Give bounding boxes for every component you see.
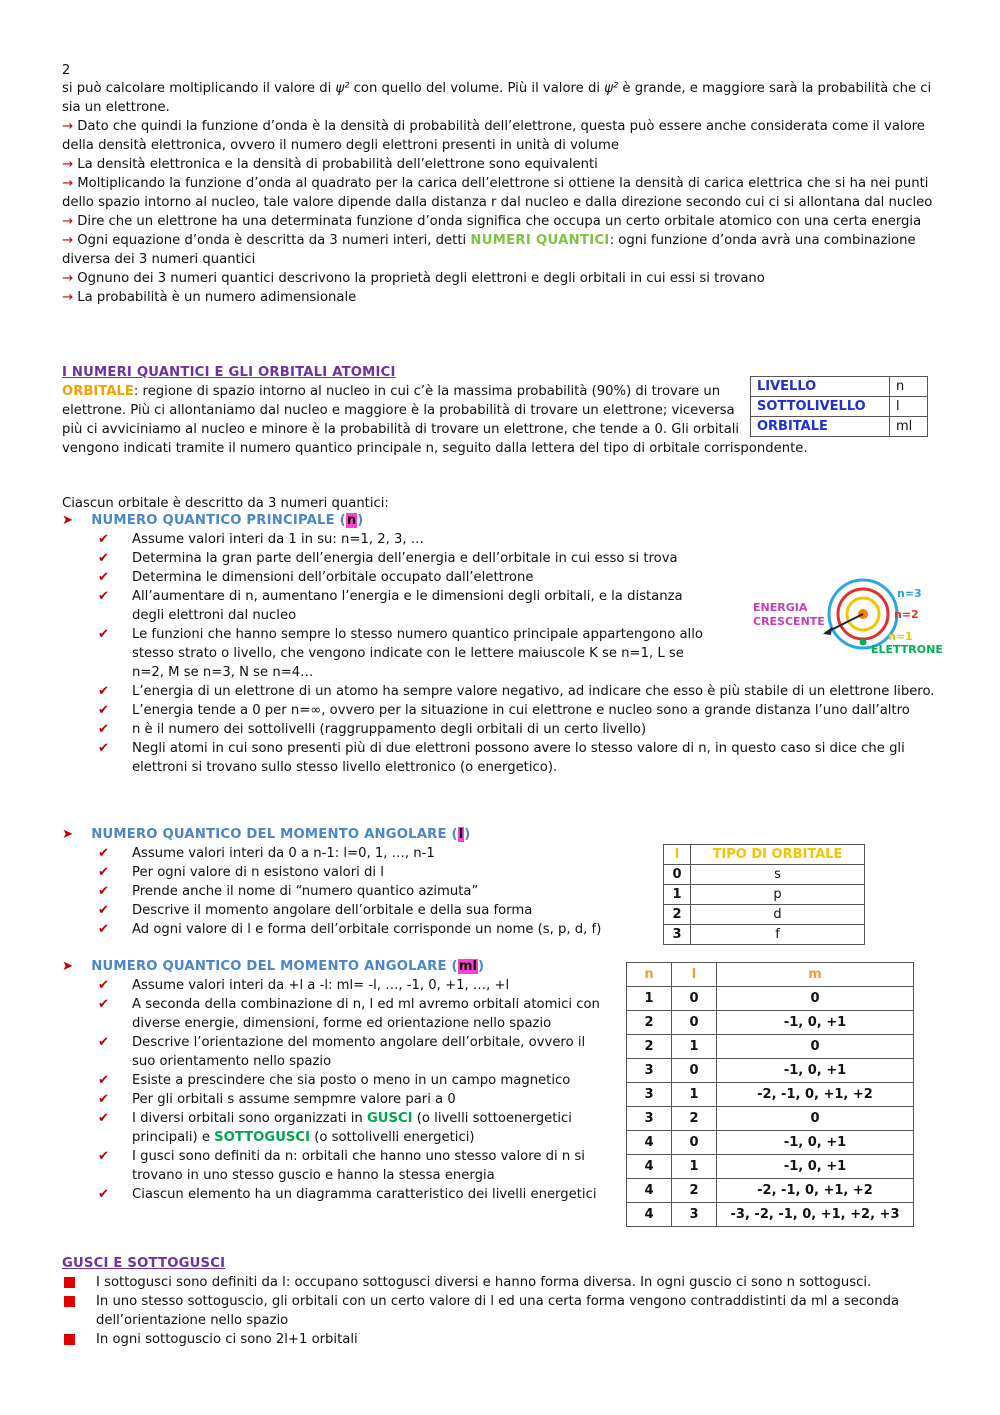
check-icon: ✔ [98, 1187, 110, 1202]
nqa-list [62, 844, 642, 939]
list-item-text: I diversi orbitali sono organizzati in [132, 1111, 367, 1126]
table-row [664, 925, 865, 945]
check-icon: ✔ [98, 703, 110, 718]
check-icon: ✔ [98, 997, 110, 1012]
list-item [62, 863, 642, 882]
table-cell: -3, -2, -1, 0, +1, +2, +3 [717, 1203, 914, 1227]
table-cell: 3 [627, 1059, 672, 1083]
list-item-text: Determina la gran parte dell’energia dell’energia e dell’orbitale in cui esso si trova [132, 551, 678, 566]
list-item [62, 976, 610, 995]
arrow-icon: → [62, 119, 74, 134]
intro-bullet: → Dato che quindi la funzione d’onda è la densità di probabilità dell’elettrone, questa può essere anche considerata come il valore della densità elettronica, ovvero il numero degli elettroni presenti in unità di volume [62, 119, 925, 153]
table-cell: d [691, 905, 865, 925]
table-row [664, 885, 865, 905]
table-cell: -1, 0, +1 [717, 1155, 914, 1179]
energy-diagram [753, 575, 953, 655]
list-item-text: (o sottolivelli energetici) [310, 1130, 475, 1145]
table-cell: 1 [664, 885, 691, 905]
table-cell: 0 [672, 1131, 717, 1155]
intro-bullet: → Dire che un elettrone ha una determinata funzione d’onda significa che occupa un certo orbitale atomico con una certa energia [62, 214, 922, 229]
list-item-text: (o livelli sottoenergetici principali) e [132, 1111, 572, 1145]
numeri-quantici-highlight: NUMERI QUANTICI [470, 233, 610, 248]
table-row: SOTTOLIVELLO l [751, 397, 928, 417]
table-cell: 0 [672, 1011, 717, 1035]
section-title: GUSCI E SOTTOGUSCI [62, 1256, 226, 1271]
list-item [62, 1273, 942, 1292]
arrow-icon: → [62, 271, 74, 286]
table-row [664, 905, 865, 925]
arrow-icon: → [62, 157, 74, 172]
psi-symbol: ψ² [604, 81, 619, 96]
table-cell: -1, 0, +1 [717, 1011, 914, 1035]
check-icon: ✔ [98, 627, 110, 642]
table-cell: 1 [672, 1083, 717, 1107]
list-item-text: L’energia di un elettrone di un atomo ha sempre valore negativo, ad indicare che esso è più stabile di un elettrone libero. [132, 684, 935, 699]
intro-bullet: → La densità elettronica e la densità di probabilità dell’elettrone sono equivalenti [62, 157, 598, 172]
list-item [62, 1071, 610, 1090]
table-row [627, 1179, 914, 1203]
table-row: ORBITALE ml [751, 417, 928, 437]
n3-label: n=3 [897, 587, 922, 600]
n2-label: n=2 [894, 608, 919, 621]
table-cell: 2 [664, 905, 691, 925]
square-bullet-icon [64, 1296, 75, 1307]
table-cell: 4 [627, 1131, 672, 1155]
arrow-icon: → [62, 233, 74, 248]
list-item-text: Descrive il momento angolare dell’orbitale e della sua forma [132, 903, 533, 918]
check-icon: ✔ [98, 922, 110, 937]
table-cell: 3 [627, 1083, 672, 1107]
table-cell: -1, 0, +1 [717, 1131, 914, 1155]
check-icon: ✔ [98, 1092, 110, 1107]
list-item-text: Descrive l’orientazione del momento angolare dell’orbitale, ovvero il suo orientamento nello spazio [132, 1035, 586, 1069]
gusci-highlight: GUSCI [366, 1111, 413, 1126]
intro-bullet: → La probabilità è un numero adimensionale [62, 290, 357, 305]
list-item-text: I sottogusci sono definiti da l: occupano sottogusci diversi e hanno forma diversa. In ogni guscio ci sono n sottogusci. [96, 1275, 872, 1290]
arrow-icon: → [62, 214, 74, 229]
table-cell: 2 [627, 1035, 672, 1059]
arrowhead-icon: ➤ [62, 959, 74, 974]
lead-text: Ciascun orbitale è descritto da 3 numeri quantici: [62, 496, 389, 511]
list-item-text: Assume valori interi da 1 in su: n=1, 2, 3, … [132, 532, 424, 547]
table-cell: 0 [672, 987, 717, 1011]
quantum-numbers-table [626, 962, 914, 1227]
check-icon: ✔ [98, 1111, 110, 1126]
check-icon: ✔ [98, 532, 110, 547]
table-cell: 2 [627, 1011, 672, 1035]
square-bullet-icon [64, 1334, 75, 1345]
list-item-text: Determina le dimensioni dell’orbitale occupato dall’elettrone [132, 570, 534, 585]
table-cell: 0 [717, 1107, 914, 1131]
orbital-type-table [663, 844, 865, 945]
table-row [627, 1083, 914, 1107]
list-item [62, 1090, 610, 1109]
list-item [62, 1147, 610, 1185]
check-icon: ✔ [98, 1149, 110, 1164]
gusci-list [62, 1273, 942, 1349]
list-item [62, 1033, 610, 1071]
n1-label: n=1 [888, 630, 913, 643]
list-item-text: Esiste a prescindere che sia posto o meno in un campo magnetico [132, 1073, 571, 1088]
list-item-text: I gusci sono definiti da n: orbitali che hanno uno stesso valore di n si trovano in uno stesso guscio e hanno la stessa energia [132, 1149, 585, 1183]
table-row [627, 987, 914, 1011]
page-number: 2 [62, 63, 71, 78]
table-cell: -1, 0, +1 [717, 1059, 914, 1083]
table-cell: f [691, 925, 865, 945]
list-item-text: Assume valori interi da +l a -l: ml= -l, …, -1, 0, +1, …, +l [132, 978, 510, 993]
table-cell: p [691, 885, 865, 905]
table-header: n l m [627, 963, 914, 987]
intro-bullet: → Ognuno dei 3 numeri quantici descrivono la proprietà degli elettroni e degli orbitali in cui essi si trovano [62, 271, 765, 286]
list-item [62, 1185, 610, 1204]
list-item [62, 901, 642, 920]
list-item [62, 995, 610, 1033]
list-item-text: L’energia tende a 0 per n=∞, ovvero per la situazione in cui elettrone e nucleo sono a grande distanza l’uno dall’altro [132, 703, 910, 718]
table-row [627, 1035, 914, 1059]
list-item [62, 682, 942, 701]
table-cell: 4 [627, 1179, 672, 1203]
arrowhead-icon: ➤ [62, 827, 74, 842]
table-cell: 4 [627, 1203, 672, 1227]
list-item [62, 844, 642, 863]
list-item [62, 720, 942, 739]
list-item [62, 1330, 942, 1349]
table-cell: 0 [717, 987, 914, 1011]
check-icon: ✔ [98, 903, 110, 918]
list-item-text: Le funzioni che hanno sempre lo stesso numero quantico principale appartengono allo stesso strato o livello, che vengono indicate con le lettere maiuscole K se n=1, L se n=2, M se n=3, N se n=4… [132, 627, 703, 680]
list-item [62, 1109, 610, 1147]
intro-bullet: → Moltiplicando la funzione d’onda al quadrato per la carica dell’elettrone si ottiene la densità di carica elettrica che si ha nei punti dello spazio intorno al nucleo, tale valore dipende dalla distanza r dal nucleo e dalla direzione secondo cui ci si allontana dal nucleo [62, 176, 933, 210]
energia-label: ENERGIA CRESCENTE [753, 601, 825, 628]
table-header: l TIPO DI ORBITALE [664, 845, 865, 865]
table-cell: 0 [717, 1035, 914, 1059]
check-icon: ✔ [98, 722, 110, 737]
table-row [627, 1155, 914, 1179]
table-row [627, 1203, 914, 1227]
table-cell: 2 [672, 1179, 717, 1203]
list-item-text: Assume valori interi da 0 a n-1: l=0, 1, …, n-1 [132, 846, 435, 861]
check-icon: ✔ [98, 1035, 110, 1050]
nqm-list [62, 976, 610, 1204]
table-row [627, 1059, 914, 1083]
list-item-text: Ad ogni valore di l e forma dell’orbitale corrisponde un nome (s, p, d, f) [132, 922, 602, 937]
check-icon: ✔ [98, 741, 110, 756]
check-icon: ✔ [98, 551, 110, 566]
table-cell: 3 [672, 1203, 717, 1227]
list-item [62, 549, 942, 568]
table-row [664, 865, 865, 885]
check-icon: ✔ [98, 978, 110, 993]
elettrone-label: ELETTRONE [871, 643, 943, 656]
table-cell: s [691, 865, 865, 885]
check-icon: ✔ [98, 884, 110, 899]
table-row [627, 1131, 914, 1155]
table-cell: 0 [664, 865, 691, 885]
list-item [62, 739, 942, 777]
list-item-text: Ciascun elemento ha un diagramma caratteristico dei livelli energetici [132, 1187, 597, 1202]
orbitale-label: ORBITALE [62, 384, 134, 399]
table-cell: -2, -1, 0, +1, +2 [717, 1083, 914, 1107]
list-item-text: Per gli orbitali s assume sempmre valore pari a 0 [132, 1092, 456, 1107]
list-item-text: All’aumentare di n, aumentano l’energia e le dimensioni degli orbitali, e la distanza degli elettroni dal nucleo [132, 589, 683, 623]
table-cell: 4 [627, 1155, 672, 1179]
check-icon: ✔ [98, 684, 110, 699]
list-item-text: Per ogni valore di n esistono valori di l [132, 865, 384, 880]
check-icon: ✔ [98, 1073, 110, 1088]
table-cell: 3 [627, 1107, 672, 1131]
table-cell: 1 [672, 1035, 717, 1059]
list-item [62, 701, 942, 720]
table-row [627, 1107, 914, 1131]
intro-paragraph: si può calcolare moltiplicando il valore di ψ² con quello del volume. Più il valore di ψ² è grande, e maggiore sarà la probabilità che ci sia un elettrone. [62, 81, 932, 115]
list-item [62, 920, 642, 939]
intro-block [62, 79, 942, 307]
check-icon: ✔ [98, 570, 110, 585]
list-item-text: In ogni sottoguscio ci sono 2l+1 orbitali [96, 1332, 358, 1347]
arrow-icon: → [62, 176, 74, 191]
list-item [62, 530, 942, 549]
square-bullet-icon [64, 1277, 75, 1288]
list-item [62, 1292, 942, 1330]
sottogusci-highlight: SOTTOGUSCI [214, 1130, 310, 1145]
arrow-icon: → [62, 290, 74, 305]
table-cell: 2 [672, 1107, 717, 1131]
list-item [62, 882, 642, 901]
table-cell: 1 [672, 1155, 717, 1179]
check-icon: ✔ [98, 589, 110, 604]
nqm-heading: ➤ NUMERO QUANTICO DEL MOMENTO ANGOLARE (ml) [62, 959, 485, 974]
list-item-text: Negli atomi in cui sono presenti più di due elettroni possono avere lo stesso valore di n, in questo caso si dice che gli elettroni si trovano sullo stesso livello elettronico (o energetico). [132, 741, 905, 775]
table-row [627, 1011, 914, 1035]
check-icon: ✔ [98, 846, 110, 861]
table-cell: 1 [627, 987, 672, 1011]
intro-bullet: → Ogni equazione d’onda è descritta da 3 numeri interi, detti NUMERI QUANTICI: ogni funzione d’onda avrà una combinazione diversa dei 3 numeri quantici [62, 233, 916, 267]
orbitale-definition: ORBITALE: regione di spazio intorno al nucleo in cui c’è la massima probabilità (90%) di trovare un elettrone. Più ci allontaniamo dal nucleo e maggiore è la probabilità di trovare un elettrone; viceversa più ci avviciniamo al nucleo e minore è la probabilità di trovare un elettrone, che tende a 0. Gli orbitali vengono indicati tramite il numero quantico principale n, seguito dalla lettera del tipo di orbitale corrispondente. [62, 384, 808, 456]
list-item-text: In uno stesso sottoguscio, gli orbitali con un certo valore di l ed una certa forma vengono contraddistinti da ml a seconda dell’orientazione nello spazio [96, 1294, 900, 1328]
check-icon: ✔ [98, 865, 110, 880]
table-cell: -2, -1, 0, +1, +2 [717, 1179, 914, 1203]
section-title: I NUMERI QUANTICI E GLI ORBITALI ATOMICI [62, 365, 396, 380]
psi-symbol: ψ² [335, 81, 350, 96]
table-row: LIVELLO n [751, 377, 928, 397]
list-item-text: Prende anche il nome di “numero quantico azimuta” [132, 884, 479, 899]
table-cell: 3 [664, 925, 691, 945]
table-cell: 0 [672, 1059, 717, 1083]
nqa-heading: ➤ NUMERO QUANTICO DEL MOMENTO ANGOLARE (l) [62, 827, 471, 842]
nqp-heading: ➤ NUMERO QUANTICO PRINCIPALE (n) [62, 513, 364, 528]
arrowhead-icon: ➤ [62, 513, 74, 528]
list-item-text: A seconda della combinazione di n, l ed ml avremo orbitali atomici con diverse energie, dimensioni, forme ed orientazione nello spazio [132, 997, 600, 1031]
list-item-text: n è il numero dei sottolivelli (raggruppamento degli orbitali di un certo livello) [132, 722, 647, 737]
